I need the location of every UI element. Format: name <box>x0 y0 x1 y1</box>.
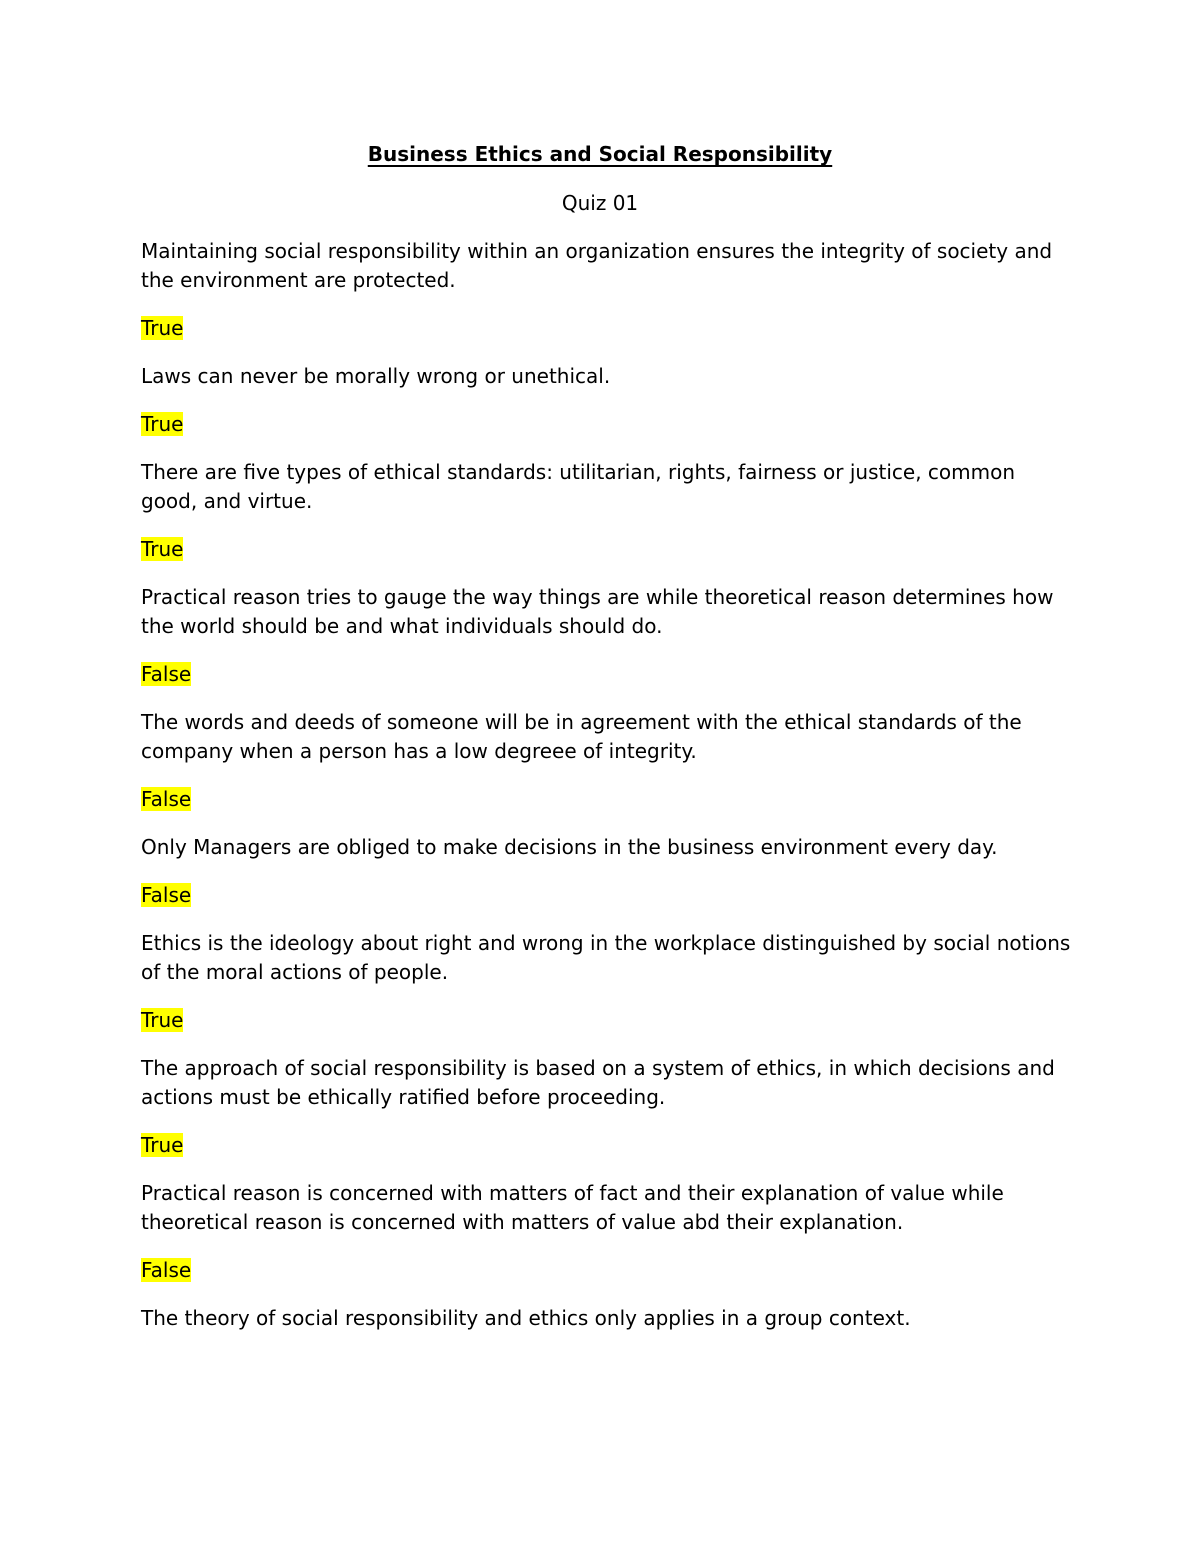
answer-highlight: False <box>141 787 192 811</box>
question-10: The theory of social responsibility and ethics only applies in a group context. <box>141 1306 911 1330</box>
question-8: The approach of social responsibility is based on a system of ethics, in which decisions and actions must be ethically ratified before proceeding. <box>141 1056 1055 1109</box>
document-subtitle: Quiz 01 <box>561 191 639 215</box>
answer-highlight: True <box>141 537 184 561</box>
answer-4 <box>141 660 1071 689</box>
answer-highlight: False <box>141 662 192 686</box>
question-1: Maintaining social responsibility within an organization ensures the integrity of society and the environment are protected. <box>141 239 1053 292</box>
answer-5 <box>141 785 1071 814</box>
answer-highlight: True <box>141 1008 184 1032</box>
answer-highlight: False <box>141 1258 192 1282</box>
answer-highlight: True <box>141 316 184 340</box>
answer-8 <box>141 1131 1071 1160</box>
question-9: Practical reason is concerned with matters of fact and their explanation of value while theoretical reason is concerned with matters of value abd their explanation. <box>141 1181 1004 1234</box>
answer-6 <box>141 881 1071 910</box>
question-3: There are five types of ethical standards: utilitarian, rights, fairness or justice, common good, and virtue. <box>141 460 1016 513</box>
answer-highlight: True <box>141 412 184 436</box>
question-2: Laws can never be morally wrong or unethical. <box>141 364 611 388</box>
document-title: Business Ethics and Social Responsibility <box>367 142 833 166</box>
answer-1 <box>141 314 1071 343</box>
answer-2 <box>141 410 1071 439</box>
quiz-items <box>141 237 1071 1352</box>
answer-3 <box>141 535 1071 564</box>
question-6: Only Managers are obliged to make decisions in the business environment every day. <box>141 835 998 859</box>
question-4: Practical reason tries to gauge the way things are while theoretical reason determines how the world should be and what individuals should do. <box>141 585 1054 638</box>
answer-highlight: False <box>141 883 192 907</box>
answer-9 <box>141 1256 1071 1285</box>
answer-7 <box>141 1006 1071 1035</box>
answer-highlight: True <box>141 1133 184 1157</box>
question-5: The words and deeds of someone will be in agreement with the ethical standards of the company when a person has a low degreee of integrity. <box>141 710 1022 763</box>
question-7: Ethics is the ideology about right and wrong in the workplace distinguished by social notions of the moral actions of people. <box>141 931 1071 984</box>
